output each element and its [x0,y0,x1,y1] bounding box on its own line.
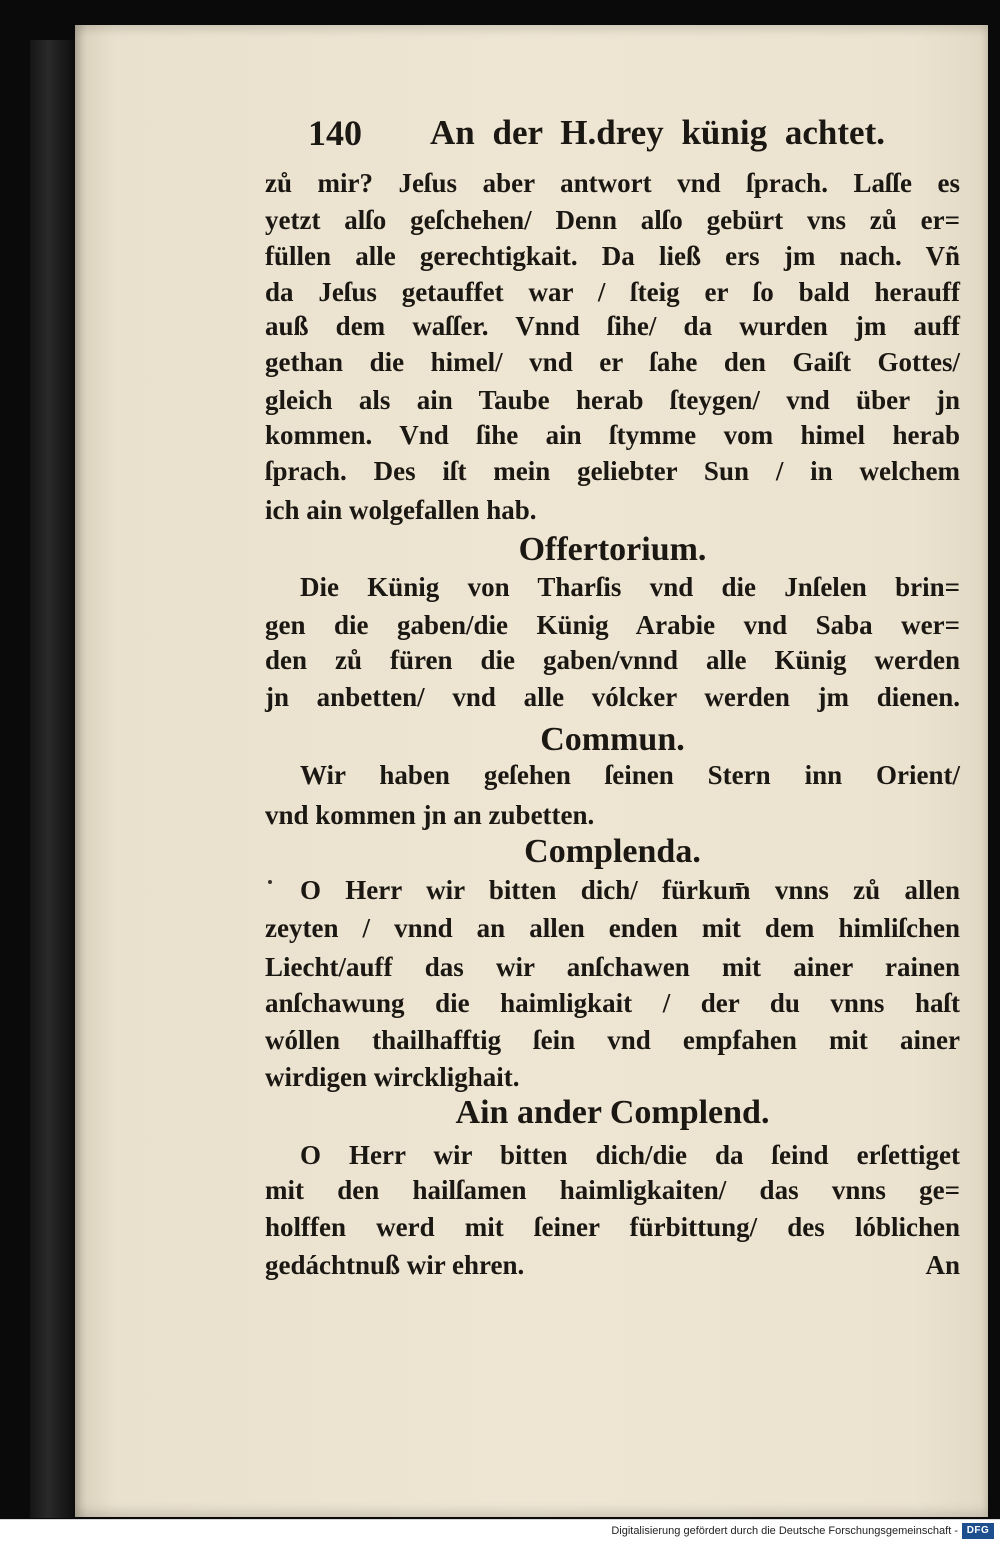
book-edge [30,40,75,1518]
text-line: jn anbetten/ vnd alle vólcker werden jm dienen. [265,682,960,712]
text-line: anſchawung die haimligkait / der du vnns haſt [265,988,960,1018]
text-line: füllen alle gerechtigkait. Da ließ ers jm nach. Vñ [265,241,960,271]
catchword: An [925,1250,960,1280]
text-line: gethan die himel/ vnd er ſahe den Gaiſt Gottes/ [265,347,960,377]
section-heading-complenda: Complenda. [524,833,701,870]
footer-strip [0,1519,1000,1543]
text-line: gedáchtnuß wir ehren. [265,1250,525,1280]
text-line: Wir haben geſehen ſeinen Stern inn Orient/ [300,760,960,790]
text-line: holffen werd mit ſeiner fürbittung/ des lóblichen [265,1212,960,1242]
text-line: gen die gaben/die Künig Arabie vnd Saba wer= [265,610,960,640]
text-line: Liecht/auff das wir anſchawen mit ainer rainen [265,952,960,982]
text-line: den zů füren die gaben/vnnd alle Künig werden [265,645,960,675]
section-heading-offertorium: Offertorium. [518,531,707,568]
ink-speck [268,880,272,884]
text-line: zeyten / vnnd an allen enden mit dem himliſchen [265,913,960,943]
text-line: zů mir? Jeſus aber antwort vnd ſprach. Laſſe es [265,168,960,198]
running-head: An der H.drey künig achtet. [430,113,885,152]
text-line: da Jeſus getauffet war / ſteig er ſo bald herauff [265,277,960,307]
funding-credit: Digitalisierung gefördert durch die Deutsche Forschungsgemeinschaft - [611,1525,958,1537]
page-number: 140 [308,113,362,153]
text-line: gleich als ain Taube herab ſteygen/ vnd über jn [265,385,960,415]
text-line: kommen. Vnd ſihe ain ſtymme vom himel herab [265,420,960,450]
text-line: Die Künig von Tharſis vnd die Jnſelen brin= [300,572,960,602]
section-heading-ain-ander-complend: Ain ander Complend. [455,1094,770,1131]
text-line: auß dem waſſer. Vnnd ſihe/ da wurden jm auff [265,311,960,341]
text-line: wirdigen wircklighait. [265,1062,520,1092]
text-line: ich ain wolgefallen hab. [265,495,537,525]
text-line: wóllen thailhafftig ſein vnd empfahen mit ainer [265,1025,960,1055]
text-line: O Herr wir bitten dich/die da ſeind erſettiget [300,1140,960,1170]
text-line: ſprach. Des iſt mein geliebter Sun / in welchem [265,456,960,486]
text-line: vnd kommen jn an zubetten. [265,800,595,830]
text-line: O Herr wir bitten dich/ fürkum̄ vnns zů allen [300,875,960,905]
section-heading-commun: Commun. [540,721,685,758]
text-line: yetzt alſo geſchehen/ Denn alſo gebürt vns zů er= [265,205,960,235]
dfg-logo: DFG [962,1523,994,1539]
text-line: mit den hailſamen haimligkaiten/ das vnns ge= [265,1175,960,1205]
